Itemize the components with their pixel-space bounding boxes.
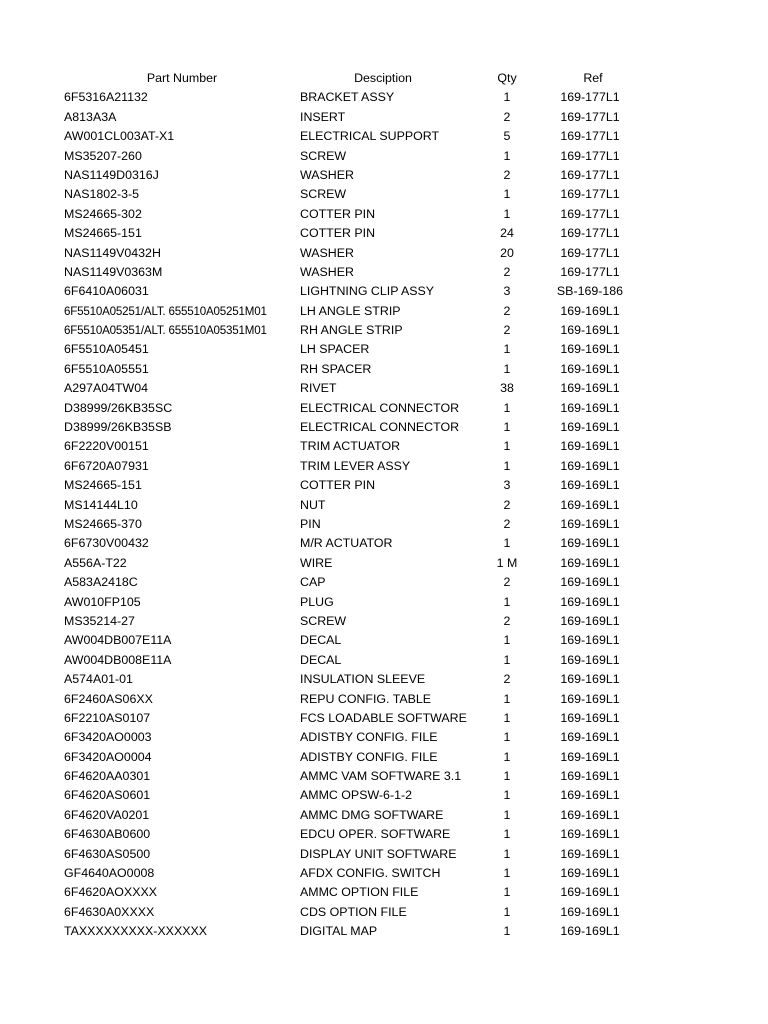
header-description: Desciption <box>354 71 412 85</box>
table-row <box>0 670 768 689</box>
cell-description: ELECTRICAL CONNECTOR <box>300 420 460 435</box>
cell-qty: 2 <box>503 323 511 338</box>
cell-description: WASHER <box>300 245 354 260</box>
cell-part-number: MS24665-370 <box>64 516 142 531</box>
cell-ref: 169-169L1 <box>560 323 620 338</box>
cell-part-number: AW004DB007E11A <box>64 633 172 648</box>
cell-part-number: 6F2220V00151 <box>64 439 149 454</box>
cell-ref: 169-169L1 <box>560 846 620 861</box>
cell-ref: 169-169L1 <box>560 516 620 531</box>
cell-qty: 1 <box>503 710 511 725</box>
cell-part-number: 6F2460AS06XX <box>64 691 153 706</box>
cell-qty: 1 <box>503 730 511 745</box>
cell-qty: 1 <box>503 904 511 919</box>
table-row <box>0 651 768 670</box>
cell-qty: 1 <box>503 439 511 454</box>
table-row <box>0 147 768 166</box>
cell-part-number: MS35207-260 <box>64 148 142 163</box>
cell-qty: 5 <box>503 129 511 144</box>
cell-ref: 169-177L1 <box>560 264 620 279</box>
table-row <box>0 612 768 631</box>
cell-description: NUT <box>300 497 326 512</box>
cell-part-number: A556A-T22 <box>64 555 127 570</box>
cell-ref: 169-169L1 <box>560 420 620 435</box>
cell-ref: 169-169L1 <box>560 749 620 764</box>
cell-description: CAP <box>300 575 326 590</box>
cell-description: CDS OPTION FILE <box>300 904 407 919</box>
cell-part-number: 6F2210AS0107 <box>64 710 151 725</box>
cell-description: TRIM LEVER ASSY <box>300 458 411 473</box>
cell-description: SCREW <box>300 613 347 628</box>
cell-qty: 1 <box>503 342 511 357</box>
table-row <box>0 554 768 573</box>
cell-part-number: 6F5510A05251/ALT. 655510A05251M01 <box>64 304 267 318</box>
cell-part-number: 6F3420AO0004 <box>64 749 152 764</box>
cell-ref: 169-169L1 <box>560 924 620 939</box>
table-row <box>0 845 768 864</box>
table-row <box>0 185 768 204</box>
cell-part-number: 6F4620AS0601 <box>64 788 151 803</box>
cell-description: AMMC OPTION FILE <box>300 885 419 900</box>
cell-description: AMMC DMG SOFTWARE <box>300 807 444 822</box>
table-row <box>0 437 768 456</box>
cell-ref: 169-169L1 <box>560 342 620 357</box>
cell-description: TRIM ACTUATOR <box>300 439 401 454</box>
table-row <box>0 360 768 379</box>
cell-description: ADISTBY CONFIG. FILE <box>300 730 438 745</box>
cell-qty: 2 <box>503 516 511 531</box>
cell-description: AFDX CONFIG. SWITCH <box>300 866 441 881</box>
table-row <box>0 127 768 146</box>
cell-description: LIGHTNING CLIP ASSY <box>300 284 435 299</box>
cell-part-number: 6F4620VA0201 <box>64 807 150 822</box>
cell-description: M/R ACTUATOR <box>300 536 393 551</box>
cell-ref: 169-169L1 <box>560 710 620 725</box>
cell-part-number: AW010FP105 <box>64 594 141 609</box>
cell-ref: 169-169L1 <box>560 361 620 376</box>
cell-qty: 1 <box>503 788 511 803</box>
header-qty: Qty <box>497 71 517 85</box>
cell-part-number: D38999/26KB35SC <box>64 400 173 415</box>
cell-qty: 1 <box>503 652 511 667</box>
table-row <box>0 282 768 301</box>
table-row <box>0 903 768 922</box>
table-row <box>0 883 768 902</box>
cell-part-number: AW004DB008E11A <box>64 652 172 667</box>
cell-ref: 169-169L1 <box>560 885 620 900</box>
cell-qty: 3 <box>503 478 511 493</box>
cell-description: WASHER <box>300 167 354 182</box>
table-row <box>0 457 768 476</box>
table-body <box>0 88 768 941</box>
table-row <box>0 728 768 747</box>
header-part-number: Part Number <box>146 71 218 85</box>
cell-ref: 169-169L1 <box>560 497 620 512</box>
cell-part-number: 6F6410A06031 <box>64 284 149 299</box>
cell-ref: 169-169L1 <box>560 769 620 784</box>
cell-qty: 24 <box>500 226 514 241</box>
table-row <box>0 476 768 495</box>
cell-ref: 169-177L1 <box>560 245 620 260</box>
cell-description: DIGITAL MAP <box>300 924 378 939</box>
header-ref: Ref <box>583 71 603 85</box>
cell-ref: 169-169L1 <box>560 652 620 667</box>
cell-qty: 1 <box>503 90 511 105</box>
table-row <box>0 786 768 805</box>
table-row <box>0 224 768 243</box>
cell-ref: SB-169-186 <box>556 284 624 299</box>
cell-qty: 1 <box>503 846 511 861</box>
table-header-row <box>0 69 768 88</box>
cell-ref: 169-169L1 <box>560 788 620 803</box>
cell-qty: 2 <box>503 672 511 687</box>
cell-ref: 169-169L1 <box>560 594 620 609</box>
cell-qty: 1 <box>503 536 511 551</box>
cell-description: ELECTRICAL SUPPORT <box>300 129 440 144</box>
cell-part-number: NAS1149D0316J <box>64 167 159 182</box>
cell-qty: 2 <box>503 303 511 318</box>
cell-description: WIRE <box>300 555 333 570</box>
cell-description: RH SPACER <box>300 361 372 376</box>
cell-qty: 1 <box>503 594 511 609</box>
cell-qty: 2 <box>503 264 511 279</box>
table-row <box>0 302 768 321</box>
cell-qty: 2 <box>503 109 511 124</box>
cell-description: INSERT <box>300 109 346 124</box>
cell-part-number: NAS1149V0363M <box>64 264 163 279</box>
cell-part-number: 6F4630AB0600 <box>64 827 151 842</box>
cell-ref: 169-177L1 <box>560 226 620 241</box>
cell-description: BRACKET ASSY <box>300 90 395 105</box>
cell-part-number: 6F5510A05451 <box>64 342 149 357</box>
table-row <box>0 573 768 592</box>
cell-part-number: MS24665-151 <box>64 478 142 493</box>
cell-part-number: 6F4630A0XXXX <box>64 904 155 919</box>
cell-ref: 169-169L1 <box>560 730 620 745</box>
table-row <box>0 748 768 767</box>
cell-ref: 169-169L1 <box>560 381 620 396</box>
cell-qty: 1 <box>503 749 511 764</box>
cell-description: ADISTBY CONFIG. FILE <box>300 749 438 764</box>
cell-qty: 1 <box>503 885 511 900</box>
table-row <box>0 534 768 553</box>
cell-description: COTTER PIN <box>300 206 376 221</box>
cell-part-number: NAS1149V0432H <box>64 245 161 260</box>
cell-ref: 169-169L1 <box>560 633 620 648</box>
cell-ref: 169-169L1 <box>560 439 620 454</box>
cell-description: WASHER <box>300 264 354 279</box>
cell-ref: 169-169L1 <box>560 478 620 493</box>
cell-ref: 169-169L1 <box>560 536 620 551</box>
cell-qty: 1 <box>503 633 511 648</box>
cell-part-number: MS24665-302 <box>64 206 142 221</box>
cell-part-number: 6F3420AO0003 <box>64 730 152 745</box>
cell-ref: 169-169L1 <box>560 555 620 570</box>
cell-part-number: 6F5510A05351/ALT. 655510A05351M01 <box>64 324 267 338</box>
cell-qty: 1 <box>503 148 511 163</box>
cell-description: DISPLAY UNIT SOFTWARE <box>300 846 457 861</box>
cell-part-number: MS24665-151 <box>64 226 142 241</box>
cell-qty: 2 <box>503 575 511 590</box>
cell-description: COTTER PIN <box>300 478 376 493</box>
cell-part-number: D38999/26KB35SB <box>64 420 172 435</box>
cell-qty: 1 M <box>496 555 518 570</box>
table-row <box>0 166 768 185</box>
table-row <box>0 515 768 534</box>
cell-qty: 1 <box>503 400 511 415</box>
cell-qty: 38 <box>500 381 514 396</box>
cell-part-number: 6F6730V00432 <box>64 536 149 551</box>
cell-description: PLUG <box>300 594 334 609</box>
cell-ref: 169-177L1 <box>560 187 620 202</box>
table-row <box>0 631 768 650</box>
cell-qty: 1 <box>503 827 511 842</box>
table-row <box>0 418 768 437</box>
table-row <box>0 88 768 107</box>
cell-description: FCS LOADABLE SOFTWARE <box>300 710 467 725</box>
cell-part-number: AW001CL003AT-X1 <box>64 129 175 144</box>
cell-description: ELECTRICAL CONNECTOR <box>300 400 460 415</box>
cell-description: REPU CONFIG. TABLE <box>300 691 432 706</box>
cell-part-number: NAS1802-3-5 <box>64 187 140 202</box>
table-row <box>0 205 768 224</box>
cell-part-number: 6F4620AOXXXX <box>64 885 157 900</box>
cell-description: AMMC VAM SOFTWARE 3.1 <box>300 769 462 784</box>
cell-qty: 2 <box>503 497 511 512</box>
cell-qty: 1 <box>503 866 511 881</box>
cell-part-number: 6F5316A21132 <box>64 90 148 105</box>
cell-ref: 169-177L1 <box>560 148 620 163</box>
cell-qty: 1 <box>503 769 511 784</box>
table-row <box>0 263 768 282</box>
cell-ref: 169-177L1 <box>560 90 620 105</box>
cell-qty: 2 <box>503 167 511 182</box>
cell-description: DECAL <box>300 633 342 648</box>
cell-ref: 169-169L1 <box>560 613 620 628</box>
cell-description: SCREW <box>300 148 347 163</box>
table-row <box>0 825 768 844</box>
cell-ref: 169-169L1 <box>560 904 620 919</box>
cell-description: LH ANGLE STRIP <box>300 303 401 318</box>
table-row <box>0 399 768 418</box>
cell-ref: 169-177L1 <box>560 206 620 221</box>
cell-qty: 1 <box>503 361 511 376</box>
cell-description: RH ANGLE STRIP <box>300 323 403 338</box>
cell-qty: 1 <box>503 458 511 473</box>
cell-qty: 1 <box>503 924 511 939</box>
cell-ref: 169-169L1 <box>560 807 620 822</box>
cell-qty: 3 <box>503 284 511 299</box>
cell-description: INSULATION SLEEVE <box>300 672 426 687</box>
table-row <box>0 321 768 340</box>
cell-description: LH SPACER <box>300 342 370 357</box>
cell-description: PIN <box>300 516 321 531</box>
cell-part-number: A813A3A <box>64 109 117 124</box>
cell-ref: 169-177L1 <box>560 167 620 182</box>
cell-qty: 1 <box>503 691 511 706</box>
cell-qty: 1 <box>503 187 511 202</box>
cell-qty: 2 <box>503 613 511 628</box>
cell-description: SCREW <box>300 187 347 202</box>
cell-part-number: 6F6720A07931 <box>64 458 149 473</box>
cell-ref: 169-169L1 <box>560 400 620 415</box>
table-row <box>0 340 768 359</box>
table-row <box>0 244 768 263</box>
table-row <box>0 379 768 398</box>
cell-part-number: A583A2418C <box>64 575 138 590</box>
cell-ref: 169-169L1 <box>560 575 620 590</box>
cell-part-number: A574A01-01 <box>64 672 133 687</box>
cell-part-number: A297A04TW04 <box>64 381 149 396</box>
cell-ref: 169-169L1 <box>560 827 620 842</box>
cell-ref: 169-169L1 <box>560 691 620 706</box>
cell-part-number: TAXXXXXXXXX-XXXXXX <box>64 924 208 939</box>
cell-part-number: MS14144L10 <box>64 497 138 512</box>
table-row <box>0 690 768 709</box>
cell-ref: 169-169L1 <box>560 672 620 687</box>
table-row <box>0 864 768 883</box>
cell-description: EDCU OPER. SOFTWARE <box>300 827 451 842</box>
table-row <box>0 593 768 612</box>
cell-part-number: 6F4620AA0301 <box>64 769 151 784</box>
cell-qty: 1 <box>503 420 511 435</box>
cell-part-number: GF4640AO0008 <box>64 866 155 881</box>
cell-ref: 169-169L1 <box>560 303 620 318</box>
cell-qty: 1 <box>503 206 511 221</box>
table-row <box>0 108 768 127</box>
parts-table <box>0 69 768 942</box>
cell-description: COTTER PIN <box>300 226 376 241</box>
table-row <box>0 496 768 515</box>
table-row <box>0 767 768 786</box>
cell-ref: 169-177L1 <box>560 129 620 144</box>
cell-ref: 169-169L1 <box>560 458 620 473</box>
cell-ref: 169-177L1 <box>560 109 620 124</box>
cell-part-number: 6F4630AS0500 <box>64 846 151 861</box>
cell-description: AMMC OPSW-6-1-2 <box>300 788 412 803</box>
cell-qty: 1 <box>503 807 511 822</box>
cell-ref: 169-169L1 <box>560 866 620 881</box>
cell-part-number: 6F5510A05551 <box>64 361 149 376</box>
cell-qty: 20 <box>500 245 514 260</box>
cell-part-number: MS35214-27 <box>64 613 135 628</box>
cell-description: DECAL <box>300 652 342 667</box>
cell-description: RIVET <box>300 381 337 396</box>
table-row <box>0 806 768 825</box>
table-row <box>0 922 768 941</box>
table-row <box>0 709 768 728</box>
